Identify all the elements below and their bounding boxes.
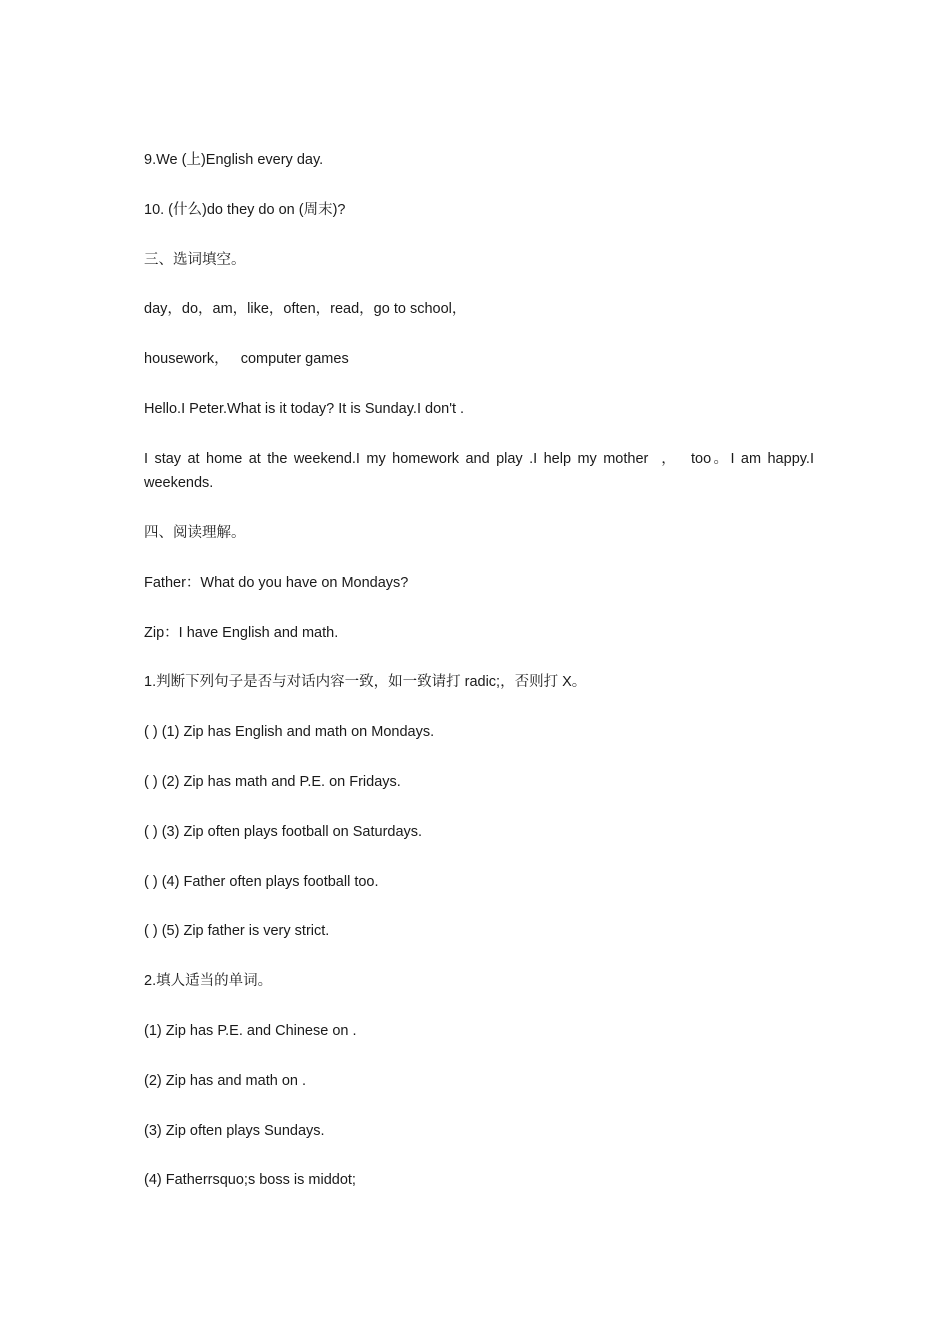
fill-word-item-4: (4) Fatherrsquo;s boss is middot; (144, 1172, 356, 1189)
fill-blank-item-10: 10. (什么)do they do on (周末)? (144, 201, 346, 218)
section-heading-3: 三、选词填空。 (144, 251, 246, 268)
document-body (144, 148, 819, 1218)
fill-word-item-2: (2) Zip has and math on . (144, 1072, 306, 1089)
passage-line-2: I stay at home at the weekend.I my homework and play .I help my mother ， too。I am happy.I weekends. (144, 450, 819, 492)
true-false-item-4: ( ) (4) Father often plays football too. (144, 873, 379, 890)
question-2-instruction: 2.填人适当的单词。 (144, 973, 273, 990)
passage-line-1: Hello.I Peter.What is it today? It is Sunday.I don't . (144, 400, 465, 417)
dialogue-line-zip: Zip：I have English and math. (144, 624, 339, 641)
fill-blank-item-9: 9.We (上)English every day. (144, 152, 324, 168)
true-false-item-5: ( ) (5) Zip father is very strict. (144, 923, 330, 940)
fill-word-item-1: (1) Zip has P.E. and Chinese on . (144, 1023, 357, 1040)
word-bank-line-1: day，do，am，like，often，read，go to school， (144, 301, 467, 318)
fill-word-item-3: (3) Zip often plays Sundays. (144, 1122, 325, 1139)
word-bank-line-2: housework， computer games (144, 351, 349, 368)
section-heading-4: 四、阅读理解。 (144, 525, 246, 542)
true-false-item-1: ( ) (1) Zip has English and math on Mondays. (144, 724, 435, 741)
dialogue-line-father: Father：What do you have on Mondays? (144, 574, 409, 591)
true-false-item-2: ( ) (2) Zip has math and P.E. on Fridays. (144, 774, 401, 791)
true-false-item-3: ( ) (3) Zip often plays football on Saturdays. (144, 823, 423, 840)
question-1-instruction: 1.判断下列句子是否与对话内容一致，如一致请打 radic;，否则打 X。 (144, 674, 587, 691)
